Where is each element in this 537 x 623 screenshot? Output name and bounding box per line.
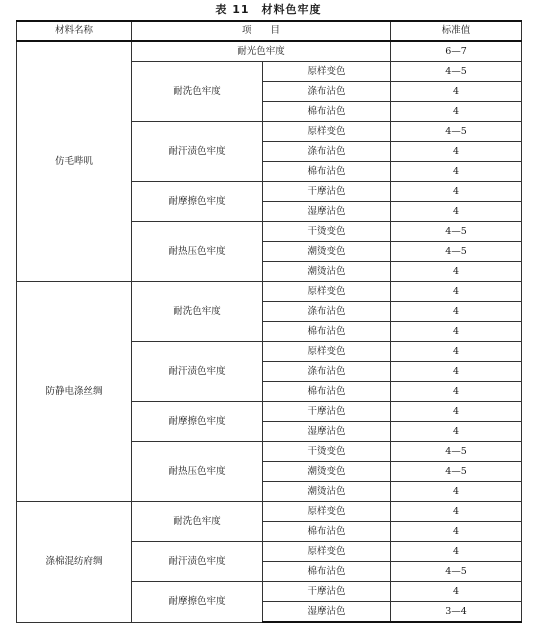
standard-value-cell: 4 xyxy=(391,322,522,342)
table-row xyxy=(17,282,522,302)
standard-value-cell: 4 xyxy=(391,542,522,562)
test-subitem-cell: 棉布沾色 xyxy=(263,382,391,402)
standard-value-cell: 4—5 xyxy=(391,62,522,82)
test-subitem-cell: 原样变色 xyxy=(263,282,391,302)
test-item-cell: 耐摩擦色牢度 xyxy=(132,582,263,623)
test-subitem-cell: 干烫变色 xyxy=(263,442,391,462)
test-item-cell: 耐热压色牢度 xyxy=(132,442,263,502)
standard-value-cell: 4 xyxy=(391,382,522,402)
standard-value-cell: 4 xyxy=(391,502,522,522)
test-subitem-cell: 潮烫变色 xyxy=(263,242,391,262)
table-row xyxy=(17,41,522,62)
test-item-cell: 耐光色牢度 xyxy=(132,41,391,62)
standard-value-cell: 4—5 xyxy=(391,242,522,262)
test-subitem-cell: 棉布沾色 xyxy=(263,162,391,182)
table-row xyxy=(17,502,522,522)
standard-value-cell: 4 xyxy=(391,82,522,102)
test-subitem-cell: 干摩沾色 xyxy=(263,582,391,602)
test-subitem-cell: 干摩沾色 xyxy=(263,182,391,202)
test-subitem-cell: 涤布沾色 xyxy=(263,362,391,382)
standard-value-cell: 4 xyxy=(391,482,522,502)
test-subitem-cell: 潮烫沾色 xyxy=(263,482,391,502)
standard-value-cell: 4 xyxy=(391,182,522,202)
test-subitem-cell: 涤布沾色 xyxy=(263,142,391,162)
standard-value-cell: 4 xyxy=(391,282,522,302)
test-subitem-cell: 涤布沾色 xyxy=(263,82,391,102)
test-item-cell: 耐汗渍色牢度 xyxy=(132,122,263,182)
material-name-cell: 仿毛哔叽 xyxy=(17,41,132,282)
test-item-cell: 耐汗渍色牢度 xyxy=(132,342,263,402)
test-subitem-cell: 原样变色 xyxy=(263,342,391,362)
test-subitem-cell: 原样变色 xyxy=(263,542,391,562)
test-item-cell: 耐洗色牢度 xyxy=(132,502,263,542)
material-name-cell: 防静电涤丝绸 xyxy=(17,282,132,502)
standard-value-cell: 4 xyxy=(391,342,522,362)
material-name-cell: 涤棉混纺府绸 xyxy=(17,502,132,623)
test-subitem-cell: 干摩沾色 xyxy=(263,402,391,422)
table-body xyxy=(17,41,522,622)
standard-value-cell: 4 xyxy=(391,262,522,282)
standard-value-cell: 4 xyxy=(391,162,522,182)
standard-value-cell: 4—5 xyxy=(391,442,522,462)
test-subitem-cell: 棉布沾色 xyxy=(263,562,391,582)
header-item: 项 目 xyxy=(132,21,391,41)
test-subitem-cell: 原样变色 xyxy=(263,502,391,522)
standard-value-cell: 4—5 xyxy=(391,222,522,242)
standard-value-cell: 4 xyxy=(391,522,522,542)
test-subitem-cell: 干烫变色 xyxy=(263,222,391,242)
header-standard: 标准值 xyxy=(391,21,522,41)
test-item-cell: 耐汗渍色牢度 xyxy=(132,542,263,582)
standard-value-cell: 4 xyxy=(391,202,522,222)
test-subitem-cell: 棉布沾色 xyxy=(263,322,391,342)
standard-value-cell: 4—5 xyxy=(391,562,522,582)
test-subitem-cell: 棉布沾色 xyxy=(263,102,391,122)
standard-value-cell: 4 xyxy=(391,582,522,602)
test-subitem-cell: 涤布沾色 xyxy=(263,302,391,322)
standard-value-cell: 3—4 xyxy=(391,602,522,623)
table-caption: 表 11 材料色牢度 xyxy=(215,3,322,16)
test-subitem-cell: 湿摩沾色 xyxy=(263,422,391,442)
test-item-cell: 耐洗色牢度 xyxy=(132,62,263,122)
test-item-cell: 耐摩擦色牢度 xyxy=(132,182,263,222)
standard-value-cell: 4 xyxy=(391,362,522,382)
test-subitem-cell: 湿摩沾色 xyxy=(263,602,391,623)
standard-value-cell: 4 xyxy=(391,402,522,422)
standard-value-cell: 4—5 xyxy=(391,122,522,142)
standard-value-cell: 4 xyxy=(391,102,522,122)
standard-value-cell: 4—5 xyxy=(391,462,522,482)
test-subitem-cell: 潮烫变色 xyxy=(263,462,391,482)
standard-value-cell: 6—7 xyxy=(391,41,522,62)
test-item-cell: 耐热压色牢度 xyxy=(132,222,263,282)
test-item-cell: 耐洗色牢度 xyxy=(132,282,263,342)
test-subitem-cell: 原样变色 xyxy=(263,62,391,82)
header-row xyxy=(17,21,522,41)
standard-value-cell: 4 xyxy=(391,422,522,442)
test-subitem-cell: 原样变色 xyxy=(263,122,391,142)
color-fastness-table xyxy=(16,20,522,623)
test-item-cell: 耐摩擦色牢度 xyxy=(132,402,263,442)
test-subitem-cell: 湿摩沾色 xyxy=(263,202,391,222)
standard-value-cell: 4 xyxy=(391,302,522,322)
test-subitem-cell: 棉布沾色 xyxy=(263,522,391,542)
header-material: 材料名称 xyxy=(17,21,132,41)
test-subitem-cell: 潮烫沾色 xyxy=(263,262,391,282)
standard-value-cell: 4 xyxy=(391,142,522,162)
